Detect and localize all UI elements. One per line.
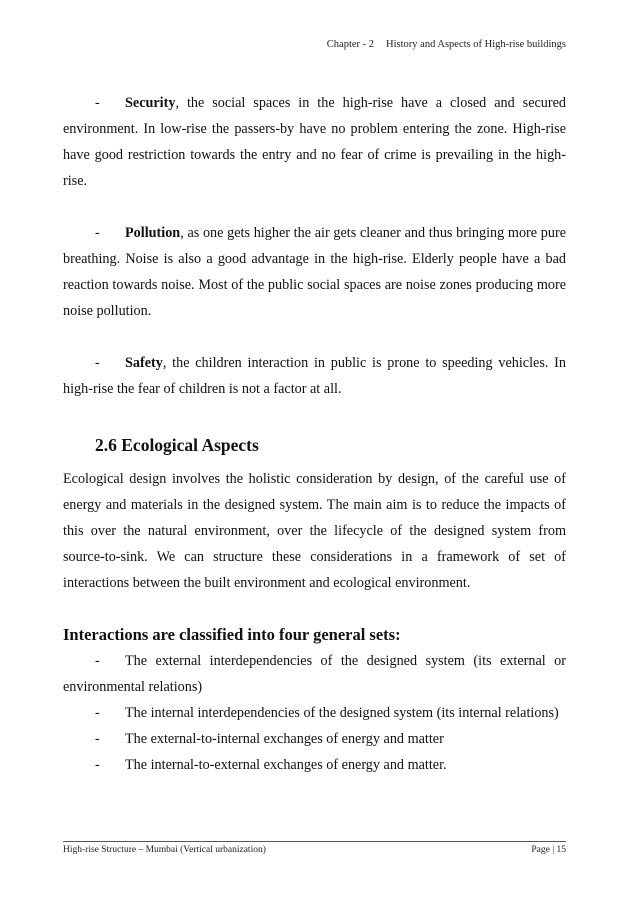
- term-safety: Safety: [125, 355, 163, 371]
- bullet-dash: -: [95, 225, 100, 241]
- list-item-text: The internal-to-external exchanges of energy and matter.: [125, 757, 447, 773]
- interactions-heading: Interactions are classified into four general sets:: [63, 625, 401, 644]
- list-item: [63, 700, 566, 726]
- bullet-dash: -: [95, 731, 100, 747]
- footer-title: High-rise Structure – Mumbai (Vertical urbanization): [63, 845, 266, 855]
- list-item-text: The external interdependencies of the designed system (its external or environmental relations): [63, 653, 566, 695]
- pollution-paragraph: [63, 220, 566, 324]
- safety-paragraph: [63, 350, 566, 402]
- bullet-dash: -: [95, 757, 100, 773]
- page-footer: [63, 841, 566, 855]
- list-item: [63, 648, 566, 700]
- paragraph-text: , the children interaction in public is prone to speeding vehicles. In high-rise the fear of children is not a factor at all.: [63, 355, 566, 397]
- section-heading: 2.6 Ecological Aspects: [95, 435, 259, 455]
- paragraph-text: , as one gets higher the air gets cleaner and thus bringing more pure breathing. Noise is also a good advantage in the high-rise. Elderly people have a bad reaction towards noise. Most of the public social spaces are noise zones producing more noise pollution.: [63, 225, 566, 319]
- section-body: Ecological design involves the holistic consideration by design, of the careful use of energy and materials in the designed system. The main aim is to reduce the impacts of this over the natural environment, over the lifecycle of the designed system from source-to-sink. We can structure these considerations in a framework of set of interactions between the built environment and ecological environment.: [63, 471, 566, 591]
- list-item-text: The external-to-internal exchanges of energy and matter: [125, 731, 444, 747]
- term-security: Security: [125, 95, 176, 111]
- page-header: [327, 39, 566, 50]
- page-content: [63, 90, 566, 778]
- bullet-dash: -: [95, 95, 100, 111]
- page-number: Page | 15: [531, 845, 566, 855]
- security-paragraph: [63, 90, 566, 194]
- header-title: History and Aspects of High-rise buildings: [386, 39, 566, 50]
- paragraph-text: , the social spaces in the high-rise have a closed and secured environment. In low-rise the passers-by have no problem entering the zone. High-rise have good restriction towards the entry and no fear of crime is prevailing in the high-rise.: [63, 95, 566, 189]
- bullet-dash: -: [95, 653, 100, 669]
- bullet-dash: -: [95, 355, 100, 371]
- list-item: [63, 726, 566, 752]
- list-item: [63, 752, 566, 778]
- list-item-text: The internal interdependencies of the designed system (its internal relations): [125, 705, 559, 721]
- header-chapter: Chapter - 2: [326, 39, 375, 50]
- term-pollution: Pollution: [125, 225, 181, 241]
- bullet-dash: -: [95, 705, 100, 721]
